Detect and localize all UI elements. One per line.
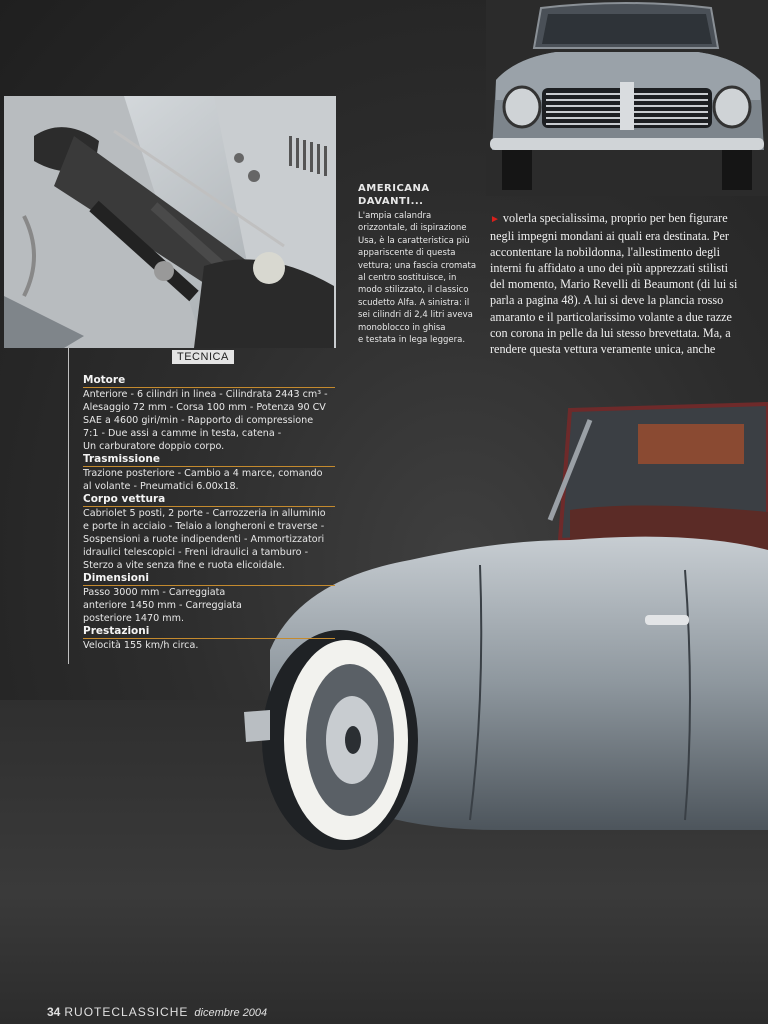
caption-text bbox=[358, 210, 490, 346]
body-line: accontentare la nobildonna, l'allestimento degli bbox=[490, 245, 720, 260]
spec-line: idraulici telescopici - Freni idraulici a tamburo - bbox=[83, 547, 309, 558]
caption-line: sei cilindri di 2,4 litri aveva bbox=[358, 310, 473, 321]
body-line: con corona in pelle da lui stesso brevettata. Ma, a bbox=[490, 325, 731, 340]
caption-line: modo stilizzato, il classico bbox=[358, 285, 469, 296]
page-footer bbox=[47, 1003, 267, 1021]
spec-line: Alesaggio 72 mm - Corsa 100 mm - Potenza 90 CV bbox=[83, 402, 326, 413]
spec-line: Sterzo a vite senza fine e ruota elicoidale. bbox=[83, 560, 285, 571]
spec-line: posteriore 1470 mm. bbox=[83, 613, 184, 624]
spec-text bbox=[83, 388, 335, 453]
caption-line: monoblocco in ghisa bbox=[358, 322, 446, 333]
caption-line: e testata in lega leggera. bbox=[358, 335, 466, 346]
body-line: volerla specialissima, proprio per ben figurare bbox=[502, 211, 728, 225]
body-line: del momento, Mario Revelli di Beaumont (di lui si bbox=[490, 277, 738, 292]
body-line: rendere questa vettura veramente unica, anche bbox=[490, 341, 716, 356]
spec-line: Anteriore - 6 cilindri in linea - Cilindrata 2443 cm³ - bbox=[83, 389, 328, 400]
caption-title-line: AMERICANA bbox=[358, 183, 430, 194]
article-body bbox=[490, 210, 764, 357]
body-line: amaranto e il particolarissimo volante a due razze bbox=[490, 309, 732, 324]
tecnica-rule bbox=[68, 348, 69, 664]
caption-title-line: DAVANTI... bbox=[358, 196, 424, 207]
spec-text bbox=[83, 467, 335, 493]
spec-line: e porte in acciaio - Telaio a longheroni e traverse - bbox=[83, 521, 325, 532]
spec-heading: Corpo vettura bbox=[83, 493, 335, 507]
body-line: negli impegni mondani ai quali era destinata. Per bbox=[490, 229, 729, 244]
spec-heading: Dimensioni bbox=[83, 572, 335, 586]
spec-line: SAE a 4600 giri/min - Rapporto di compressione bbox=[83, 415, 314, 426]
caption-line: al centro sostituisce, in bbox=[358, 273, 457, 284]
spec-line: 7:1 - Due assi a camme in testa, catena - bbox=[83, 428, 282, 439]
continuation-arrow-icon: ► bbox=[490, 214, 500, 225]
spec-line: al volante - Pneumatici 6.00x18. bbox=[83, 481, 239, 492]
tecnica-specs bbox=[83, 374, 335, 652]
body-line: interni fu affidato a uno dei più apprezzati stilisti bbox=[490, 261, 729, 276]
spec-heading: Motore bbox=[83, 374, 335, 388]
caption-line: orizzontale, di ispirazione bbox=[358, 223, 467, 234]
spec-line: Passo 3000 mm - Carreggiata bbox=[83, 587, 226, 598]
photo-caption bbox=[358, 182, 490, 346]
caption-line: vettura; una fascia cromata bbox=[358, 260, 477, 271]
page-number: 34 bbox=[47, 1005, 61, 1019]
engine-photo bbox=[4, 96, 336, 348]
body-line: parla a pagina 48). A lui si deve la plancia rosso bbox=[490, 293, 724, 308]
spec-heading: Prestazioni bbox=[83, 625, 335, 639]
magazine-name: RUOTECLASSICHE bbox=[64, 1005, 189, 1019]
caption-line: L'ampia calandra bbox=[358, 211, 432, 221]
caption-title bbox=[358, 182, 490, 208]
spec-text bbox=[83, 507, 335, 572]
issue-date: dicembre 2004 bbox=[194, 1007, 268, 1019]
caption-line: appariscente di questa bbox=[358, 248, 456, 259]
spec-line: Sospensioni a ruote indipendenti - Ammortizzatori bbox=[83, 534, 325, 545]
front-view-car-photo bbox=[486, 0, 768, 196]
caption-line: scudetto Alfa. A sinistra: il bbox=[358, 297, 470, 308]
spec-heading: Trasmissione bbox=[83, 453, 335, 467]
spec-line: Velocità 155 km/h circa. bbox=[83, 640, 199, 651]
spec-line: anteriore 1450 mm - Carreggiata bbox=[83, 600, 242, 611]
spec-line: Un carburatore doppio corpo. bbox=[83, 441, 225, 452]
tecnica-label: TECNICA bbox=[172, 350, 234, 364]
spec-text bbox=[83, 586, 335, 625]
spec-line: Trazione posteriore - Cambio a 4 marce, comando bbox=[83, 468, 323, 479]
caption-line: Usa, è la caratteristica più bbox=[358, 235, 470, 246]
spec-line: Cabriolet 5 posti, 2 porte - Carrozzeria in alluminio bbox=[83, 508, 326, 519]
spec-text bbox=[83, 639, 335, 652]
